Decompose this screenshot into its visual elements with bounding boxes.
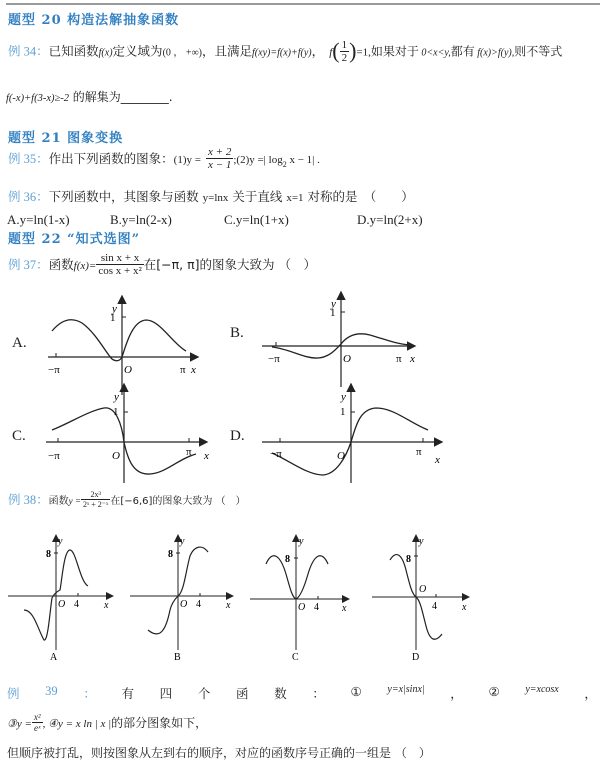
svg-text:1: 1 xyxy=(113,406,119,418)
graph-37-c xyxy=(12,385,209,483)
fraction-38: $\frac{\text{2x³}}{\text{2ˣ + 2⁻ˣ}}$ xyxy=(82,490,109,509)
graph-38-c xyxy=(250,536,348,660)
svg-text:x: x xyxy=(342,603,347,614)
svg-text:1: 1 xyxy=(340,406,346,418)
svg-text:C: C xyxy=(292,652,299,660)
example-34-label: 例 34： xyxy=(8,44,49,59)
svg-text:y: y xyxy=(331,298,336,310)
half-fraction: $\frac{1}{2}$ xyxy=(341,38,348,64)
section-20-heading: 题型 20 构造法解抽象函数 xyxy=(8,13,180,28)
graph-37-b xyxy=(230,293,415,387)
example-35: 例 35：作出下列函数的图象：(1)y = $\frac{x + 2}{x - 1}$ ;(2)y =| $\log_2 x - 1|$ . xyxy=(8,146,320,171)
svg-text:y: y xyxy=(419,536,424,547)
svg-text:y: y xyxy=(58,536,63,547)
graph-37-d xyxy=(230,385,441,483)
example-38-label: 例 38： xyxy=(8,493,49,507)
section-21-heading: 题型 21 图象变换 xyxy=(8,131,124,146)
svg-text:1: 1 xyxy=(110,312,116,324)
svg-text:O: O xyxy=(298,602,306,613)
svg-text:4: 4 xyxy=(196,599,201,610)
svg-text:A.: A. xyxy=(12,335,27,351)
graph-37-a xyxy=(12,297,197,395)
option-a: A.y=ln(1-x) xyxy=(7,212,70,227)
example-39-line3: 但顺序被打乱，则按图象从左到右的顺序，对应的函数序号正确的一组是 （ ） xyxy=(7,746,431,760)
option-b: B.y=ln(2-x) xyxy=(110,212,172,227)
svg-text:x: x xyxy=(104,600,109,611)
svg-text:x: x xyxy=(462,602,467,613)
svg-text:−π: −π xyxy=(48,450,60,462)
svg-text:8: 8 xyxy=(46,549,51,560)
svg-text:O: O xyxy=(343,353,351,365)
option-d: D.y=ln(2+x) xyxy=(357,212,423,227)
svg-text:x: x xyxy=(191,364,196,376)
svg-text:O: O xyxy=(124,364,132,376)
svg-text:y: y xyxy=(180,536,185,547)
example-37-graphs xyxy=(0,285,460,485)
svg-text:π: π xyxy=(416,446,422,458)
svg-text:y: y xyxy=(341,391,346,403)
example-37: 例 37：函数f(x)= $\frac{\text{sin x + x}}{\text{cos x + x²}}$ 在[−π, π]的图象大致为 （ ） xyxy=(8,252,316,277)
svg-text:C.: C. xyxy=(12,428,26,444)
svg-text:y: y xyxy=(299,536,304,547)
section-22-heading: 题型 22 “知式选图” xyxy=(8,232,141,247)
graph-38-d xyxy=(372,536,468,660)
svg-text:x: x xyxy=(226,600,231,611)
svg-text:O: O xyxy=(112,450,120,462)
svg-text:O: O xyxy=(180,599,188,610)
svg-text:O: O xyxy=(337,450,345,462)
option-c: C.y=ln(1+x) xyxy=(224,212,289,227)
svg-text:−π: −π xyxy=(270,448,282,460)
example-36: 例 36：下列函数中，其图象与函数 y=lnx 关于直线 x=1 对称的是 （ ） xyxy=(8,189,414,204)
svg-text:4: 4 xyxy=(432,601,437,612)
fraction-35: $\frac{x + 2}{x - 1}$ xyxy=(208,146,232,171)
svg-text:8: 8 xyxy=(168,549,173,560)
svg-text:y: y xyxy=(112,303,117,315)
graph-38-b xyxy=(130,536,232,660)
svg-text:π: π xyxy=(186,446,192,458)
svg-text:D.: D. xyxy=(230,428,245,444)
svg-text:y: y xyxy=(114,391,119,403)
example-35-label: 例 35： xyxy=(8,152,49,166)
svg-text:8: 8 xyxy=(406,554,411,565)
svg-text:O: O xyxy=(419,584,427,595)
svg-text:x: x xyxy=(435,454,440,466)
example-34-line1: 例 34：已知函数f(x)定义域为(0 ， +∞)，且满足f(xy)=f(x)+f(y)， f( $\frac{1}{2}$ )=1,如果对于 0<x<y,都有 f(x)>f(y),则不等式 xyxy=(8,38,563,64)
example-34-line2: f(-x)+f(3-x)≥-2 的解集为________. xyxy=(6,90,173,104)
example-36-label: 例 36： xyxy=(8,190,49,204)
example-39-line2: ③y = $\frac{\text{x²}}{\text{eˣ}}$ , ④y = x ln | x |的部分图象如下， xyxy=(7,712,208,733)
svg-text:−π: −π xyxy=(268,353,280,365)
svg-text:8: 8 xyxy=(285,554,290,565)
svg-text:B: B xyxy=(174,652,181,660)
example-39-line1: 例 39 ： 有 四 个 函 数 ： ① y=x|sinx| ， ② y=xcosx ， xyxy=(7,684,597,701)
svg-text:A: A xyxy=(50,652,58,660)
svg-text:1: 1 xyxy=(330,307,336,319)
svg-text:π: π xyxy=(396,353,402,365)
svg-text:O: O xyxy=(58,599,66,610)
svg-text:4: 4 xyxy=(314,602,319,613)
example-38: 例 38：函数y = $\frac{\text{2x³}}{\text{2ˣ + 2⁻ˣ}}$ 在[−6,6]的图象大致为 （ ） xyxy=(8,490,246,509)
svg-text:B.: B. xyxy=(230,325,244,341)
fraction-39: $\frac{\text{x²}}{\text{eˣ}}$ xyxy=(33,712,41,733)
svg-text:−π: −π xyxy=(48,364,60,376)
svg-text:4: 4 xyxy=(74,599,79,610)
svg-text:x: x xyxy=(204,450,209,462)
example-38-graphs xyxy=(0,530,470,660)
graph-38-a xyxy=(8,536,112,660)
fraction-37: $\frac{\text{sin x + x}}{\text{cos x + x²}}$ xyxy=(98,252,142,277)
svg-text:D: D xyxy=(412,652,420,660)
svg-text:π: π xyxy=(180,364,186,376)
svg-text:x: x xyxy=(410,353,415,365)
example-37-label: 例 37： xyxy=(8,258,49,272)
top-rule xyxy=(6,3,600,5)
